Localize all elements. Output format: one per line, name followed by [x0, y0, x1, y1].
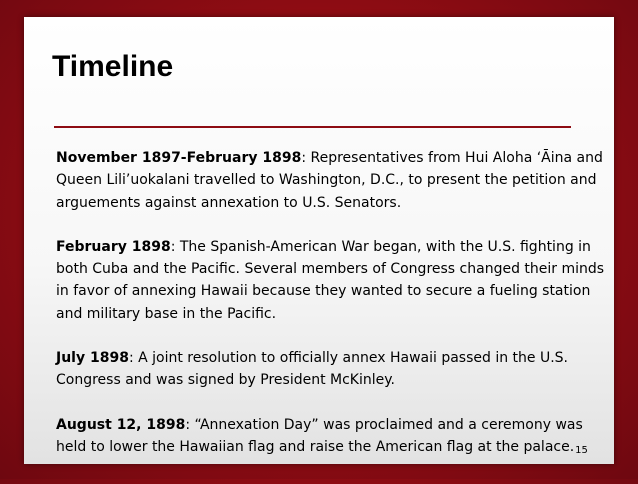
timeline-entry	[56, 147, 608, 214]
timeline-body	[56, 147, 608, 484]
entry-date: July 1898	[56, 350, 129, 367]
timeline-entry	[56, 414, 608, 463]
entry-text: : Representatives from Hui Aloha ‘Āina and Queen Lili’uokalani travelled to Washington, D.C., to present the petition and arguements against annexation to U.S. Senators.	[56, 150, 603, 211]
title-divider	[54, 126, 571, 128]
entry-date: February 1898	[56, 238, 171, 255]
entry-date: November 1897-February 1898	[56, 150, 302, 166]
slide-title: Timeline	[52, 50, 174, 83]
entry-text: : The Spanish-American War began, with the U.S. fighting in both Cuba and the Pacific. Several members of Congress changed their minds in favor of annexing Hawaii because they wanted to secure a fueling station and military base in the Pacific.	[56, 238, 605, 322]
entry-text: : A joint resolution to officially annex Hawaii passed in the U.S. Congress and was signed by President McKinley.	[56, 350, 569, 389]
entry-date: August 12, 1898	[56, 416, 186, 433]
slide-panel	[24, 17, 614, 464]
page-number: 15	[575, 444, 588, 456]
entry-text: : “Annexation Day” was proclaimed and a ceremony was held to lower the Hawaiian flag and raise the American flag at the palace.	[56, 416, 583, 455]
timeline-entry	[56, 236, 608, 325]
timeline-entry	[56, 347, 608, 392]
